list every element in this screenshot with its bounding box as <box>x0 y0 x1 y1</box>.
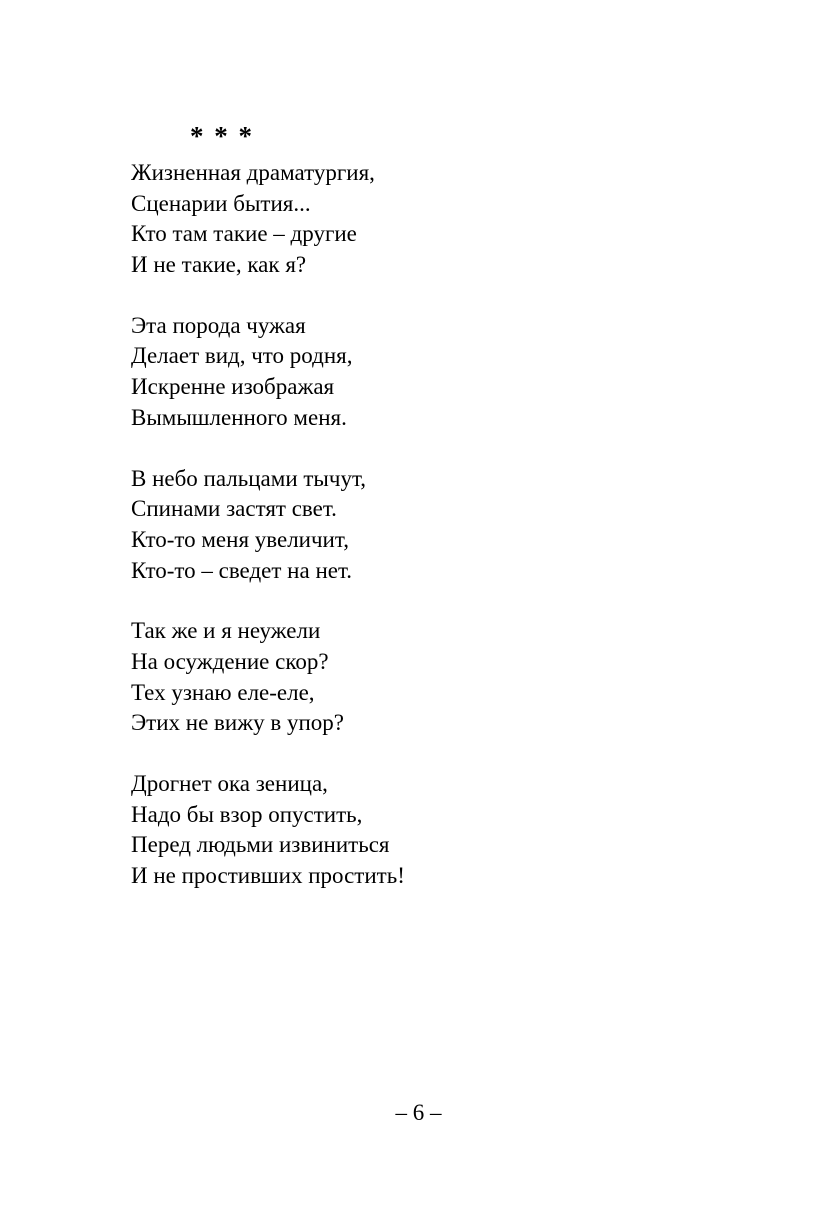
stanza-3 <box>131 464 731 587</box>
stanza-5 <box>131 769 731 892</box>
poem-line: В небо пальцами тычут, <box>131 465 367 491</box>
poem-line: Этих не вижу в упор? <box>131 710 344 736</box>
stanza-1 <box>131 158 731 281</box>
poem-line: Сценарии бытия... <box>131 190 311 216</box>
poem-line: Перед людьми извиниться <box>131 832 390 858</box>
stanza-2 <box>131 311 731 434</box>
poem-line: Надо бы взор опустить, <box>131 801 363 827</box>
poem-line: Тех узнаю еле-еле, <box>131 679 315 705</box>
poem-line: И не простивших простить! <box>131 863 405 889</box>
poem-line: Кто-то меня увеличит, <box>131 526 349 552</box>
poem-line: Делает вид, что родня, <box>131 343 353 369</box>
poem-line: Искренне изображая <box>131 374 335 400</box>
page-number: – 6 – <box>395 1100 442 1125</box>
poem-body <box>131 158 731 922</box>
stanza-4 <box>131 616 731 739</box>
poem-line: Эта порода чужая <box>131 312 306 338</box>
poem-line: Кто-то – сведет на нет. <box>131 557 353 583</box>
poem-line: Спинами застят свет. <box>131 496 337 522</box>
poem-line: Дрогнет ока зеница, <box>131 771 328 796</box>
poem-separator: * * * <box>190 121 254 151</box>
poem-line: Жизненная драматургия, <box>131 160 375 185</box>
poem-line: И не такие, как я? <box>131 252 307 278</box>
poem-line: Так же и я неужели <box>131 618 321 644</box>
poem-line: Вымышленного меня. <box>131 404 347 430</box>
poem-line: На осуждение скор? <box>131 648 329 674</box>
poem-line: Кто там такие – другие <box>131 221 357 247</box>
